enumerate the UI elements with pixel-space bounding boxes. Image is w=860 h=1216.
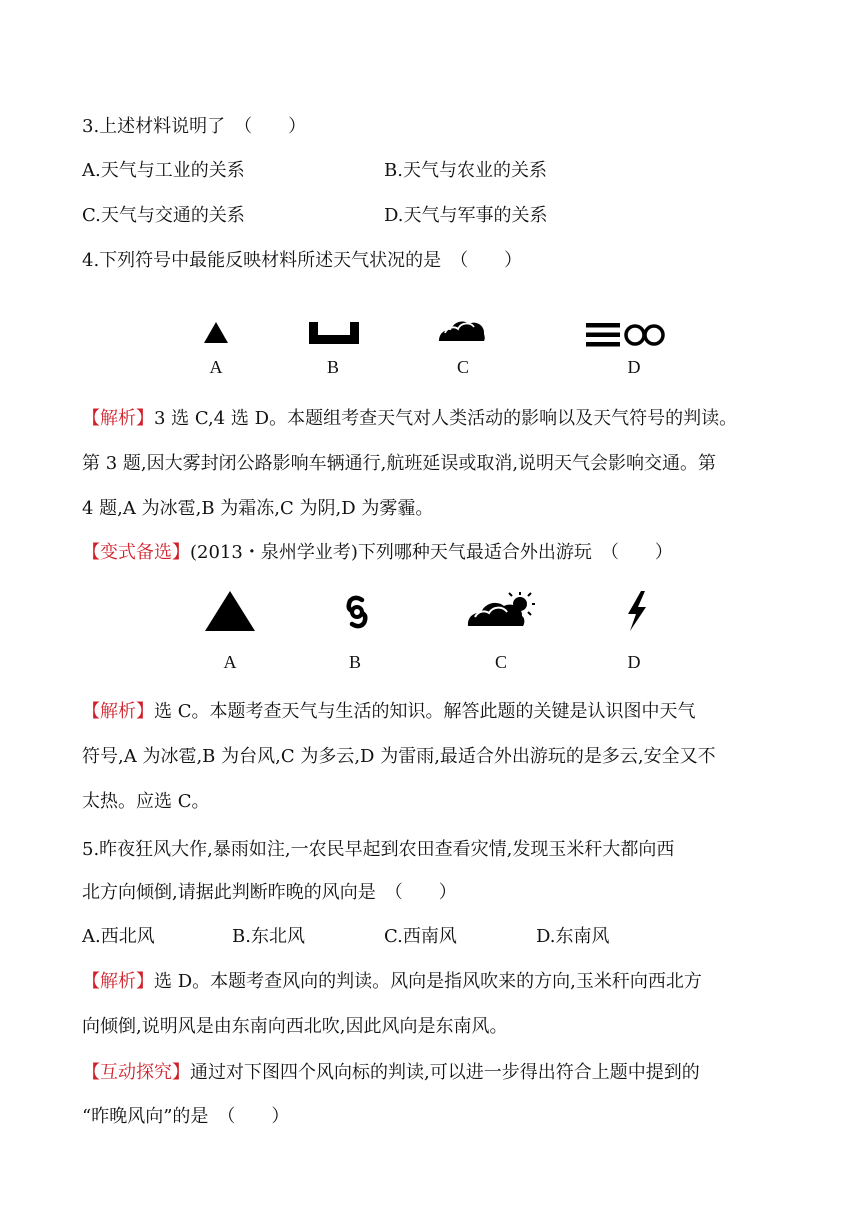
analysis-2-line-3: 太热。应选 C。 xyxy=(82,791,210,812)
q4-stem: 4.下列符号中最能反映材料所述天气状况的是 （ ） xyxy=(82,250,523,271)
analysis-text: 选 D。本题考查风向的判读。风向是指风吹来的方向,玉米秆向西北方 xyxy=(154,971,702,992)
interactive-text: 通过对下图四个风向标的判读,可以进一步得出符合上题中提到的 xyxy=(190,1062,700,1083)
interactive-line-1 xyxy=(82,1061,700,1085)
variant-label-c: C xyxy=(494,652,507,672)
cloudy-sun-icon xyxy=(465,592,541,628)
variant-label-a: A xyxy=(223,652,237,672)
analysis-text: 3 选 C,4 选 D。本题组考查天气对人类活动的影响以及天气符号的判读。 xyxy=(154,408,738,429)
variant-label-b: B xyxy=(348,652,361,672)
hail-icon xyxy=(204,590,256,632)
variant-line xyxy=(82,541,673,565)
analysis-tag: 【解析】 xyxy=(82,971,154,992)
variant-tag: 【变式备选】 xyxy=(82,542,190,563)
q5-option-c: C.西南风 xyxy=(384,926,457,947)
q3-stem: 3.上述材料说明了 （ ） xyxy=(82,116,307,137)
interactive-tag: 【互动探究】 xyxy=(82,1062,190,1083)
q3-option-a: A.天气与工业的关系 xyxy=(82,160,245,181)
analysis-2-line-2: 符号,A 为冰雹,B 为台风,C 为多云,D 为雷雨,最适合外出游玩的是多云,安全又不 xyxy=(82,746,716,767)
variant-text: (2013・泉州学业考)下列哪种天气最适合外出游玩 （ ） xyxy=(190,542,673,563)
analysis-text: 选 C。本题考查天气与生活的知识。解答此题的关键是认识图中天气 xyxy=(154,701,696,722)
q5-option-b: B.东北风 xyxy=(232,926,305,947)
typhoon-icon xyxy=(342,594,372,630)
overcast-icon xyxy=(437,317,487,343)
analysis-3-line-2: 向倾倒,说明风是由东南向西北吹,因此风向是东南风。 xyxy=(82,1016,508,1037)
q5-line-1: 5.昨夜狂风大作,暴雨如注,一农民早起到农田查看灾情,发现玉米秆大都向西 xyxy=(82,839,675,860)
thunderstorm-icon xyxy=(622,590,650,632)
haze-fog-icon xyxy=(585,322,669,348)
analysis-3-line-1 xyxy=(82,970,702,994)
variant-label-d: D xyxy=(627,652,641,672)
q5-line-2: 北方向倾倒,请据此判断昨晚的风向是 （ ） xyxy=(82,882,457,903)
q3-option-b: B.天气与农业的关系 xyxy=(384,160,547,181)
q3-option-c: C.天气与交通的关系 xyxy=(82,205,245,226)
interactive-line-2: “昨晚风向”的是 （ ） xyxy=(82,1106,290,1127)
q3-option-d: D.天气与军事的关系 xyxy=(384,205,548,226)
analysis-tag: 【解析】 xyxy=(82,701,154,722)
q5-option-a: A.西北风 xyxy=(82,926,155,947)
analysis-1-line-1 xyxy=(82,407,737,431)
analysis-2-line-1 xyxy=(82,700,696,724)
q4-label-d: D xyxy=(627,357,641,377)
analysis-1-line-3: 4 题,A 为冰雹,B 为霜冻,C 为阴,D 为雾霾。 xyxy=(82,498,434,519)
hail-icon xyxy=(203,320,229,344)
q5-option-d: D.东南风 xyxy=(536,926,610,947)
q4-label-b: B xyxy=(326,357,339,377)
analysis-1-line-2: 第 3 题,因大雾封闭公路影响车辆通行,航班延误或取消,说明天气会影响交通。第 xyxy=(82,453,717,474)
frost-icon xyxy=(308,321,360,345)
analysis-tag: 【解析】 xyxy=(82,408,154,429)
q4-label-c: C xyxy=(456,357,469,377)
q4-label-a: A xyxy=(209,357,223,377)
